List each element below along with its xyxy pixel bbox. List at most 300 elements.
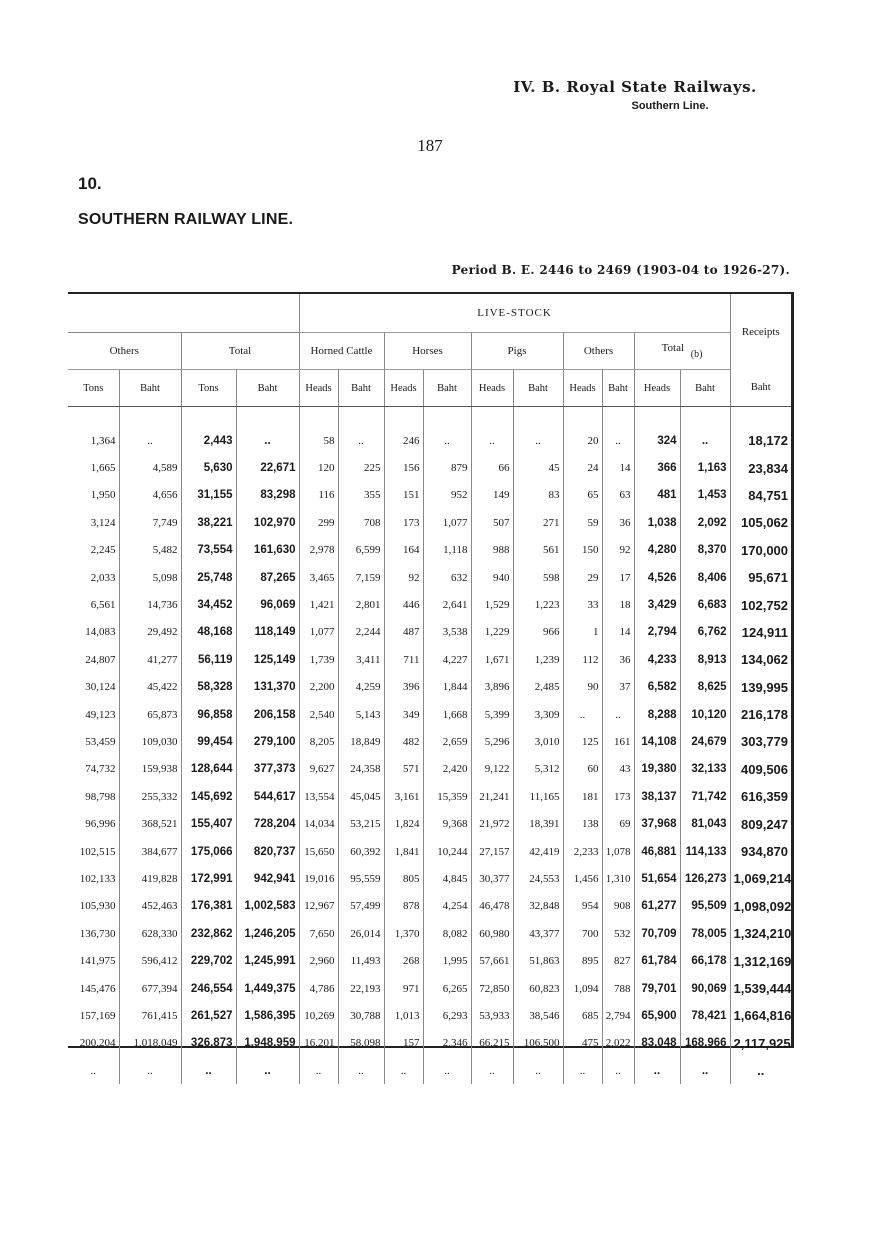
cell-total-tons: 145,692 <box>181 783 236 810</box>
table-row <box>68 893 791 920</box>
cell-ls-others-heads: 2,233 <box>563 838 602 865</box>
cell-ls-others-baht: 2,022 <box>602 1030 634 1057</box>
cell-total-tons: 99,454 <box>181 728 236 755</box>
cell-ls-total-baht: 2,092 <box>680 509 730 536</box>
cell-cattle-baht: 225 <box>338 454 384 481</box>
cell-others-baht: 419,828 <box>119 865 181 892</box>
cell-others-tons: 96,996 <box>85 818 116 831</box>
cell-others-tons: 6,561 <box>90 599 116 612</box>
cell-total-tons: 232,862 <box>181 920 236 947</box>
cell-total-tons: 175,066 <box>181 838 236 865</box>
cell-pigs-heads: 21,241 <box>471 783 513 810</box>
cell-total-baht: 1,246,205 <box>236 920 299 947</box>
cell-others-tons: 105,930 <box>79 900 116 913</box>
col-baht: Baht <box>602 370 634 407</box>
cell-ls-others-baht: 92 <box>602 537 634 564</box>
cell-total-baht: 1,586,395 <box>236 1002 299 1029</box>
table-row <box>68 810 791 837</box>
cell-total-tons: 56,119 <box>181 646 236 673</box>
cell-pigs-baht: 60,823 <box>513 975 563 1002</box>
cell-horses-baht: 2,420 <box>423 756 471 783</box>
cell-ls-total-baht: 8,625 <box>680 674 730 701</box>
cell-others-tons: 1,364 <box>90 434 116 447</box>
cell-receipts-baht: 124,911 <box>730 619 791 646</box>
cell-ls-total-baht: 78,421 <box>680 1002 730 1029</box>
cell-horses-heads: .. <box>384 1057 423 1084</box>
cell-total-baht: 102,970 <box>236 509 299 536</box>
cell-total-tons: 96,858 <box>181 701 236 728</box>
cell-cattle-baht: 5,143 <box>338 701 384 728</box>
cell-others-baht: .. <box>119 1057 181 1084</box>
cell-ls-others-heads: 1,456 <box>563 865 602 892</box>
cell-horses-baht: 6,265 <box>423 975 471 1002</box>
cell-cattle-baht: 58,098 <box>338 1030 384 1057</box>
cell-ls-total-baht: 126,273 <box>680 865 730 892</box>
cell-horses-heads: 878 <box>384 893 423 920</box>
cell-others-baht: 14,736 <box>119 591 181 618</box>
cell-horses-heads: 711 <box>384 646 423 673</box>
cell-others-tons: 2,245 <box>90 544 116 557</box>
cell-total-baht: 118,149 <box>236 619 299 646</box>
cell-horses-baht: .. <box>423 407 471 455</box>
cell-pigs-heads: 5,399 <box>471 701 513 728</box>
cell-ls-others-heads: 65 <box>563 482 602 509</box>
cell-others-tons: 14,083 <box>85 626 116 639</box>
cell-cattle-baht: 18,849 <box>338 728 384 755</box>
cell-total-baht: 125,149 <box>236 646 299 673</box>
cell-pigs-heads: 57,661 <box>471 947 513 974</box>
cell-others-tons: 145,476 <box>79 982 116 995</box>
cell-ls-others-heads: 700 <box>563 920 602 947</box>
cell-ls-total-baht: .. <box>680 1057 730 1084</box>
table-row <box>68 756 791 783</box>
cell-receipts-baht: 303,779 <box>730 728 791 755</box>
pigs-header: Pigs <box>471 333 563 370</box>
cell-ls-total-baht: 168,966 <box>680 1030 730 1057</box>
cell-others-tons: 102,133 <box>79 872 116 885</box>
cell-ls-total-heads: 8,288 <box>634 701 680 728</box>
cell-ls-total-baht: 1,163 <box>680 454 730 481</box>
cell-ls-total-heads: 2,794 <box>634 619 680 646</box>
col-baht: Baht <box>423 370 471 407</box>
cell-total-tons: .. <box>181 1057 236 1084</box>
cell-horses-heads: 571 <box>384 756 423 783</box>
cell-receipts-baht: 616,359 <box>730 783 791 810</box>
cell-cattle-baht: 57,499 <box>338 893 384 920</box>
cell-cattle-heads: 13,554 <box>299 783 338 810</box>
cell-ls-total-baht: 8,913 <box>680 646 730 673</box>
cell-horses-heads: 173 <box>384 509 423 536</box>
cell-total-baht: 83,298 <box>236 482 299 509</box>
cell-ls-total-baht: 81,043 <box>680 810 730 837</box>
cell-total-tons: 5,630 <box>181 454 236 481</box>
cell-horses-heads: 156 <box>384 454 423 481</box>
cell-others-tons: 49,123 <box>85 708 116 721</box>
cell-horses-heads: 1,824 <box>384 810 423 837</box>
cell-ls-others-heads: 475 <box>563 1030 602 1057</box>
cell-others-baht: 41,277 <box>119 646 181 673</box>
cell-receipts-baht: 139,995 <box>730 674 791 701</box>
cell-ls-total-heads: 1,038 <box>634 509 680 536</box>
cell-ls-total-baht: 71,742 <box>680 783 730 810</box>
cell-horses-baht: .. <box>423 1057 471 1084</box>
cell-ls-others-heads: 90 <box>563 674 602 701</box>
cell-ls-total-heads: 38,137 <box>634 783 680 810</box>
statistics-table <box>68 292 794 1079</box>
cell-horses-heads: 487 <box>384 619 423 646</box>
cell-pigs-heads: 507 <box>471 509 513 536</box>
cell-total-tons: 31,155 <box>181 482 236 509</box>
cell-receipts-baht: 23,834 <box>730 454 791 481</box>
cell-others-tons: 141,975 <box>79 955 116 968</box>
cell-receipts-baht: 216,178 <box>730 701 791 728</box>
cell-cattle-baht: 24,358 <box>338 756 384 783</box>
cell-horses-heads: 396 <box>384 674 423 701</box>
cell-horses-baht: 952 <box>423 482 471 509</box>
cell-cattle-baht: 11,493 <box>338 947 384 974</box>
cell-horses-baht: 4,845 <box>423 865 471 892</box>
cell-horses-heads: 971 <box>384 975 423 1002</box>
cell-ls-others-heads: 895 <box>563 947 602 974</box>
cell-pigs-heads: 60,980 <box>471 920 513 947</box>
cell-ls-total-heads: 51,654 <box>634 865 680 892</box>
cell-horses-baht: 1,118 <box>423 537 471 564</box>
cell-cattle-heads: 116 <box>299 482 338 509</box>
cell-ls-total-heads: 37,968 <box>634 810 680 837</box>
cell-ls-others-heads: .. <box>563 701 602 728</box>
cell-ls-others-baht: 14 <box>602 454 634 481</box>
cell-horses-heads: 349 <box>384 701 423 728</box>
cell-ls-total-baht: 6,683 <box>680 591 730 618</box>
cell-pigs-baht: 45 <box>513 454 563 481</box>
cell-horses-baht: 1,077 <box>423 509 471 536</box>
col-baht: Baht <box>730 370 791 407</box>
cell-others-tons: 1,950 <box>90 489 116 502</box>
cell-ls-total-baht: 8,406 <box>680 564 730 591</box>
cell-ls-total-baht: 1,453 <box>680 482 730 509</box>
cell-ls-total-baht: 24,679 <box>680 728 730 755</box>
cell-cattle-heads: 1,739 <box>299 646 338 673</box>
cell-total-tons: 38,221 <box>181 509 236 536</box>
cell-cattle-heads: 3,465 <box>299 564 338 591</box>
cell-pigs-baht: 1,223 <box>513 591 563 618</box>
cell-others-baht: 109,030 <box>119 728 181 755</box>
cell-ls-others-heads: 60 <box>563 756 602 783</box>
cell-pigs-baht: .. <box>513 407 563 455</box>
cell-ls-others-heads: 685 <box>563 1002 602 1029</box>
cell-total-tons: 172,991 <box>181 865 236 892</box>
cell-total-baht: .. <box>236 1057 299 1084</box>
cell-cattle-baht: 2,244 <box>338 619 384 646</box>
cell-others-tons: 24,807 <box>85 653 116 666</box>
cell-pigs-baht: 2,485 <box>513 674 563 701</box>
cell-total-baht: 206,158 <box>236 701 299 728</box>
cell-cattle-heads: 1,077 <box>299 619 338 646</box>
cell-ls-others-baht: 827 <box>602 947 634 974</box>
cell-others-tons: 53,459 <box>85 735 116 748</box>
cell-pigs-heads: 1,529 <box>471 591 513 618</box>
cell-receipts-baht: 84,751 <box>730 482 791 509</box>
cell-total-tons: 155,407 <box>181 810 236 837</box>
total-header: Total <box>181 333 299 370</box>
cell-cattle-heads: 14,034 <box>299 810 338 837</box>
cell-receipts-baht: 809,247 <box>730 810 791 837</box>
col-baht: Baht <box>236 370 299 407</box>
cell-horses-baht: 6,293 <box>423 1002 471 1029</box>
horses-header: Horses <box>384 333 471 370</box>
table-row <box>68 674 791 701</box>
header-blank <box>68 294 299 333</box>
cell-total-baht: 87,265 <box>236 564 299 591</box>
cell-ls-others-baht: 17 <box>602 564 634 591</box>
cell-pigs-heads: 46,478 <box>471 893 513 920</box>
cell-ls-others-baht: .. <box>602 701 634 728</box>
cell-horses-baht: 9,368 <box>423 810 471 837</box>
cell-receipts-baht: 1,312,169 <box>730 947 791 974</box>
section-title: SOUTHERN RAILWAY LINE. <box>78 211 294 228</box>
cell-horses-heads: 1,013 <box>384 1002 423 1029</box>
cell-cattle-baht: 3,411 <box>338 646 384 673</box>
table-row <box>68 1057 791 1084</box>
cell-pigs-baht: 598 <box>513 564 563 591</box>
cell-ls-total-baht: 8,370 <box>680 537 730 564</box>
table-row <box>68 1030 791 1057</box>
cell-ls-others-heads: 181 <box>563 783 602 810</box>
cell-pigs-heads: 27,157 <box>471 838 513 865</box>
cell-ls-others-heads: 150 <box>563 537 602 564</box>
cell-total-tons: 261,527 <box>181 1002 236 1029</box>
cell-cattle-baht: .. <box>338 407 384 455</box>
cell-ls-others-heads: .. <box>563 1057 602 1084</box>
cell-cattle-baht: 26,014 <box>338 920 384 947</box>
cell-ls-total-heads: 83,048 <box>634 1030 680 1057</box>
cell-total-baht: 820,737 <box>236 838 299 865</box>
cell-receipts-baht: 2,117,925 <box>730 1030 791 1057</box>
cell-ls-total-heads: 6,582 <box>634 674 680 701</box>
cell-horses-baht: 2,659 <box>423 728 471 755</box>
cell-total-tons: 25,748 <box>181 564 236 591</box>
cell-receipts-baht: 1,069,214 <box>730 865 791 892</box>
cell-cattle-heads: 16,201 <box>299 1030 338 1057</box>
table-row <box>68 537 791 564</box>
running-header-title: IV. B. Royal State Railways. <box>513 78 757 96</box>
cell-others-tons: 200,204 <box>79 1037 116 1050</box>
cell-total-tons: 326,873 <box>181 1030 236 1057</box>
cell-others-baht: 65,873 <box>119 701 181 728</box>
cell-pigs-heads: 1,671 <box>471 646 513 673</box>
cell-cattle-heads: 58 <box>299 407 338 455</box>
cell-ls-others-baht: 63 <box>602 482 634 509</box>
cell-ls-others-baht: 908 <box>602 893 634 920</box>
cell-cattle-heads: 9,627 <box>299 756 338 783</box>
cell-ls-total-heads: 70,709 <box>634 920 680 947</box>
cell-horses-heads: 246 <box>384 407 423 455</box>
cell-ls-others-baht: 1,078 <box>602 838 634 865</box>
cell-horses-baht: 1,668 <box>423 701 471 728</box>
cell-ls-others-baht: 37 <box>602 674 634 701</box>
cell-total-baht: 161,630 <box>236 537 299 564</box>
col-baht: Baht <box>338 370 384 407</box>
cell-cattle-baht: 30,788 <box>338 1002 384 1029</box>
cell-cattle-baht: 6,599 <box>338 537 384 564</box>
cell-total-tons: 246,554 <box>181 975 236 1002</box>
cell-ls-total-heads: 4,526 <box>634 564 680 591</box>
col-heads: Heads <box>563 370 602 407</box>
cell-horses-baht: 4,254 <box>423 893 471 920</box>
cell-others-baht: 368,521 <box>119 810 181 837</box>
col-baht: Baht <box>513 370 563 407</box>
cell-others-tons: 136,730 <box>79 927 116 940</box>
cell-cattle-baht: 7,159 <box>338 564 384 591</box>
period-label: Period B. E. 2446 to 2469 (1903-04 to 1926-27). <box>451 263 790 277</box>
cell-pigs-baht: 83 <box>513 482 563 509</box>
table-row <box>68 920 791 947</box>
cell-horses-baht: 632 <box>423 564 471 591</box>
col-tons: Tons <box>68 370 119 407</box>
cell-pigs-heads: 21,972 <box>471 810 513 837</box>
cell-others-baht: 1,018,049 <box>119 1030 181 1057</box>
table-row <box>68 975 791 1002</box>
cell-pigs-heads: 5,296 <box>471 728 513 755</box>
cell-ls-total-baht: 10,120 <box>680 701 730 728</box>
cell-total-baht: 279,100 <box>236 728 299 755</box>
cell-others-tons: 1,665 <box>90 462 116 475</box>
cell-others-baht: 628,330 <box>119 920 181 947</box>
table-row <box>68 482 791 509</box>
table-row <box>68 783 791 810</box>
running-header-subtitle: Southern Line. <box>631 100 709 112</box>
cell-others-baht: 4,656 <box>119 482 181 509</box>
cell-total-tons: 229,702 <box>181 947 236 974</box>
cell-pigs-baht: 24,553 <box>513 865 563 892</box>
cell-ls-total-heads: 14,108 <box>634 728 680 755</box>
cell-pigs-heads: 1,229 <box>471 619 513 646</box>
cell-ls-total-heads: 61,784 <box>634 947 680 974</box>
cell-receipts-baht: 170,000 <box>730 537 791 564</box>
live-stock-header: LIVE-STOCK <box>299 294 730 333</box>
cell-horses-heads: 268 <box>384 947 423 974</box>
cell-pigs-baht: 561 <box>513 537 563 564</box>
cell-ls-total-heads: 19,380 <box>634 756 680 783</box>
cell-ls-others-baht: 788 <box>602 975 634 1002</box>
cell-total-tons: 34,452 <box>181 591 236 618</box>
cell-total-baht: 377,373 <box>236 756 299 783</box>
livestock-others-header: Others <box>563 333 634 370</box>
cell-ls-others-heads: 24 <box>563 454 602 481</box>
cell-ls-total-heads: 3,429 <box>634 591 680 618</box>
cell-receipts-baht: 409,506 <box>730 756 791 783</box>
cell-total-tons: 2,443 <box>181 407 236 455</box>
col-baht: Baht <box>680 370 730 407</box>
cell-ls-total-baht: 32,133 <box>680 756 730 783</box>
cell-ls-total-baht: 95,509 <box>680 893 730 920</box>
cell-ls-total-heads: 324 <box>634 407 680 455</box>
cell-ls-others-heads: 20 <box>563 407 602 455</box>
cell-others-baht: 596,412 <box>119 947 181 974</box>
cell-ls-others-baht: 2,794 <box>602 1002 634 1029</box>
cell-total-baht: 1,449,375 <box>236 975 299 1002</box>
cell-cattle-heads: 2,200 <box>299 674 338 701</box>
col-heads: Heads <box>299 370 338 407</box>
cell-horses-baht: 1,844 <box>423 674 471 701</box>
cell-receipts-baht: 95,671 <box>730 564 791 591</box>
table-row <box>68 591 791 618</box>
data-table <box>68 294 791 1084</box>
cell-pigs-baht: 38,546 <box>513 1002 563 1029</box>
cell-cattle-heads: 10,269 <box>299 1002 338 1029</box>
cell-total-baht: 1,245,991 <box>236 947 299 974</box>
cell-cattle-baht: 60,392 <box>338 838 384 865</box>
cell-others-baht: 29,492 <box>119 619 181 646</box>
cell-ls-total-heads: 366 <box>634 454 680 481</box>
cell-horses-baht: 879 <box>423 454 471 481</box>
cell-cattle-heads: 4,786 <box>299 975 338 1002</box>
cell-ls-others-baht: .. <box>602 407 634 455</box>
cell-horses-heads: 805 <box>384 865 423 892</box>
cell-ls-others-heads: 125 <box>563 728 602 755</box>
cell-ls-total-baht: 78,005 <box>680 920 730 947</box>
cell-pigs-baht: 51,863 <box>513 947 563 974</box>
cell-ls-others-baht: 69 <box>602 810 634 837</box>
cell-total-baht: 131,370 <box>236 674 299 701</box>
cell-horses-heads: 1,841 <box>384 838 423 865</box>
cell-ls-total-baht: .. <box>680 407 730 455</box>
table-row <box>68 947 791 974</box>
table-body <box>68 407 791 1085</box>
cell-others-baht: 7,749 <box>119 509 181 536</box>
cell-cattle-baht: 53,215 <box>338 810 384 837</box>
cell-ls-total-baht: 6,762 <box>680 619 730 646</box>
running-header <box>470 78 800 112</box>
table-row <box>68 1002 791 1029</box>
cell-pigs-baht: 106,500 <box>513 1030 563 1057</box>
cell-horses-baht: 2,346 <box>423 1030 471 1057</box>
col-tons: Tons <box>181 370 236 407</box>
cell-others-tons: 74,732 <box>85 763 116 776</box>
cell-receipts-baht: .. <box>730 1057 791 1084</box>
cell-horses-heads: 1,370 <box>384 920 423 947</box>
cell-total-baht: 96,069 <box>236 591 299 618</box>
cell-ls-total-baht: 114,133 <box>680 838 730 865</box>
livestock-total-label: Total <box>661 342 685 354</box>
cell-cattle-heads: 8,205 <box>299 728 338 755</box>
cell-ls-others-baht: .. <box>602 1057 634 1084</box>
cell-horses-baht: 3,538 <box>423 619 471 646</box>
cell-ls-total-heads: 61,277 <box>634 893 680 920</box>
cell-horses-heads: 446 <box>384 591 423 618</box>
cell-others-baht: 159,938 <box>119 756 181 783</box>
receipts-header: Receipts <box>730 294 791 370</box>
others-header: Others <box>68 333 181 370</box>
cell-others-tons: 102,515 <box>79 845 116 858</box>
table-row <box>68 728 791 755</box>
cell-ls-others-baht: 173 <box>602 783 634 810</box>
cell-pigs-baht: 271 <box>513 509 563 536</box>
cell-horses-heads: 482 <box>384 728 423 755</box>
table-row <box>68 564 791 591</box>
cell-total-tons: 128,644 <box>181 756 236 783</box>
cell-horses-baht: 15,359 <box>423 783 471 810</box>
cell-receipts-baht: 1,324,210 <box>730 920 791 947</box>
cell-receipts-baht: 934,870 <box>730 838 791 865</box>
cell-others-tons: 30,124 <box>85 681 116 694</box>
cell-pigs-heads: 66 <box>471 454 513 481</box>
cell-cattle-heads: 2,978 <box>299 537 338 564</box>
cell-total-tons: 176,381 <box>181 893 236 920</box>
cell-ls-others-heads: 59 <box>563 509 602 536</box>
cell-ls-others-heads: 33 <box>563 591 602 618</box>
cell-ls-others-heads: 138 <box>563 810 602 837</box>
